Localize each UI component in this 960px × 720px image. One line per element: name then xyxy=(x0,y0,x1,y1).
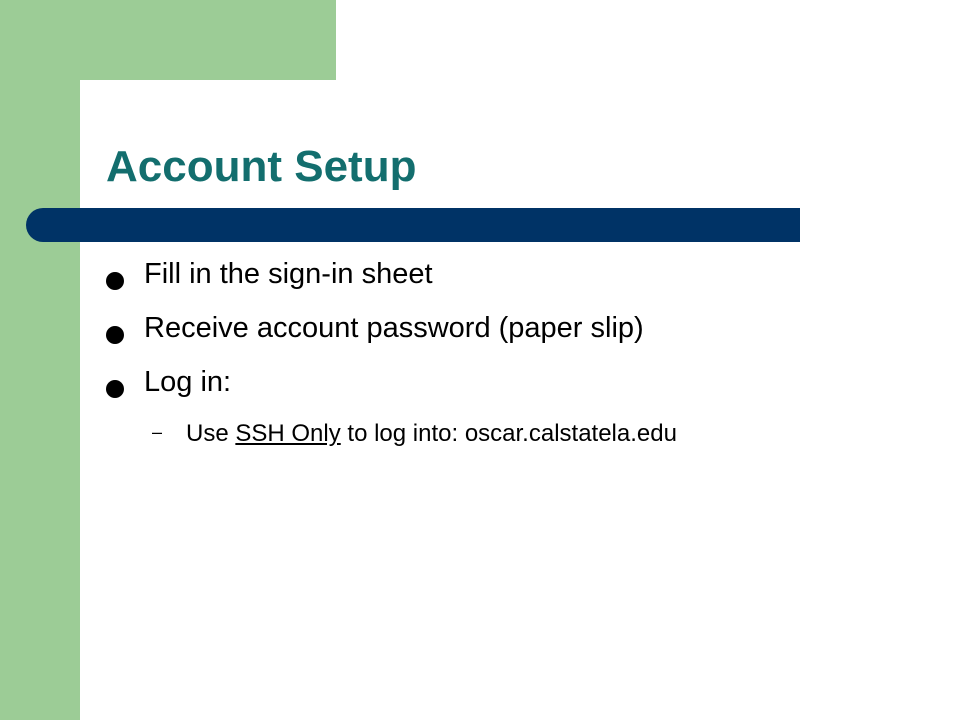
dash-icon: – xyxy=(152,422,163,442)
bullet-dot-icon xyxy=(106,380,124,398)
sub-bullet-line xyxy=(186,420,677,448)
slide-title: Account Setup xyxy=(106,142,417,191)
sub-bullet-suffix: to log into: oscar.calstatela.edu xyxy=(340,420,677,447)
ssh-only-link[interactable]: SSH Only xyxy=(235,420,341,447)
bullet-text: Receive account password (paper slip) xyxy=(144,312,644,344)
left-green-band xyxy=(0,0,80,720)
bullet-text: Log in: xyxy=(144,366,232,398)
bullet-text: Fill in the sign-in sheet xyxy=(144,258,433,290)
bullet-dot-icon xyxy=(106,272,124,290)
bullet-dot-icon xyxy=(106,326,124,344)
top-green-block xyxy=(0,0,336,80)
title-underline-bar xyxy=(26,208,800,242)
sub-bullet-prefix: Use xyxy=(186,420,236,447)
